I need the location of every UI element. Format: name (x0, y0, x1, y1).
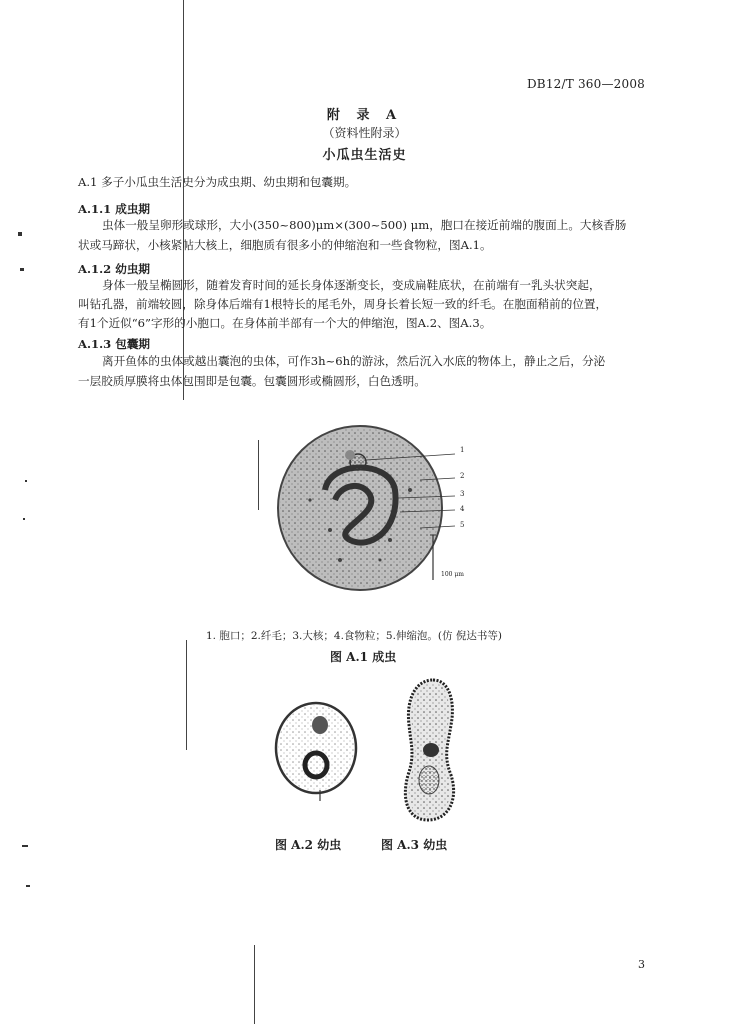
scan-speck (20, 268, 24, 271)
figure-a1-title: 图 A.1 成虫 (330, 650, 397, 664)
appendix-type: （资料性附录） (322, 126, 407, 140)
section-a13-heading: A.1.3 包囊期 (78, 337, 151, 351)
section-a13-line1: 离开鱼体的虫体或越出囊泡的虫体，可作3h~6h的游泳，然后沉入水底的物体上，静止之后，分泌 (102, 354, 606, 368)
larva-a3-vacuole (423, 743, 439, 757)
section-a11-line1: 虫体一般呈卵形或球形，大小(350~800)μm×(300~500) μm，胞口在接近前端的腹面上。大核香肠 (102, 218, 627, 232)
section-a1: A.1 多子小瓜虫生活史分为成虫期、幼虫期和包囊期。 (78, 175, 357, 189)
section-a11-line2: 状或马蹄状，小核紧帖大核上，细胞质有很多小的伸缩泡和一些食物粒，图A.1。 (78, 238, 492, 252)
figure-a1-label-3: 3 (460, 490, 465, 498)
figure-a2-illustration (268, 695, 368, 805)
figure-a1-label-2: 2 (460, 472, 465, 480)
scan-speck (23, 518, 25, 520)
section-a13-line2: 一层胶质厚膜将虫体包围即是包囊。包囊圆形或椭圆形，白色透明。 (78, 374, 426, 388)
appendix-title: 附 录 A (326, 108, 403, 123)
figure-a3-illustration (393, 675, 473, 825)
figure-a1-caption: 1. 胞口；2.纤毛；3.大核；4.食物粒；5.伸缩泡。(仿 倪达书等) (206, 630, 502, 642)
page-number: 3 (638, 958, 645, 971)
scan-line (254, 945, 255, 1024)
figure-a1-label-4: 4 (460, 505, 465, 513)
section-a12-line2: 叫钻孔器，前端较圆，除身体后端有1根特长的尾毛外，周身长着长短一致的纤毛。在胞面稍前的位置， (78, 297, 608, 311)
larva-a2-vacuole (312, 716, 328, 734)
document-code: DB12/T 360—2008 (526, 77, 645, 91)
figure-a1-label-5: 5 (460, 521, 465, 529)
scan-line (258, 440, 259, 510)
scan-line (183, 0, 184, 400)
section-a12-heading: A.1.2 幼虫期 (78, 262, 151, 276)
figure-a3-title: 图 A.3 幼虫 (381, 838, 448, 852)
scan-speck (26, 885, 30, 887)
figure-a2-title: 图 A.2 幼虫 (275, 838, 342, 852)
figure-a1-label-1: 1 (460, 446, 465, 454)
appendix-name: 小瓜虫生活史 (322, 148, 407, 163)
section-a12-line1: 身体一般呈椭圆形，随着发育时间的延长身体逐渐变长，变成扁鞋底状，在前端有一乳头状突起， (102, 278, 601, 292)
section-a11-heading: A.1.1 成虫期 (78, 202, 151, 216)
section-a12-line3: 有1个近似“6”字形的小胞口。在身体前半部有一个大的伸缩泡，图A.2、图A.3。 (78, 316, 492, 330)
scan-speck (22, 845, 28, 847)
scan-speck (25, 480, 27, 482)
scan-line (186, 640, 187, 750)
figure-a1-illustration (270, 420, 500, 610)
figure-a1-scale-label: 100 μm (441, 571, 464, 578)
scan-speck (18, 232, 22, 236)
